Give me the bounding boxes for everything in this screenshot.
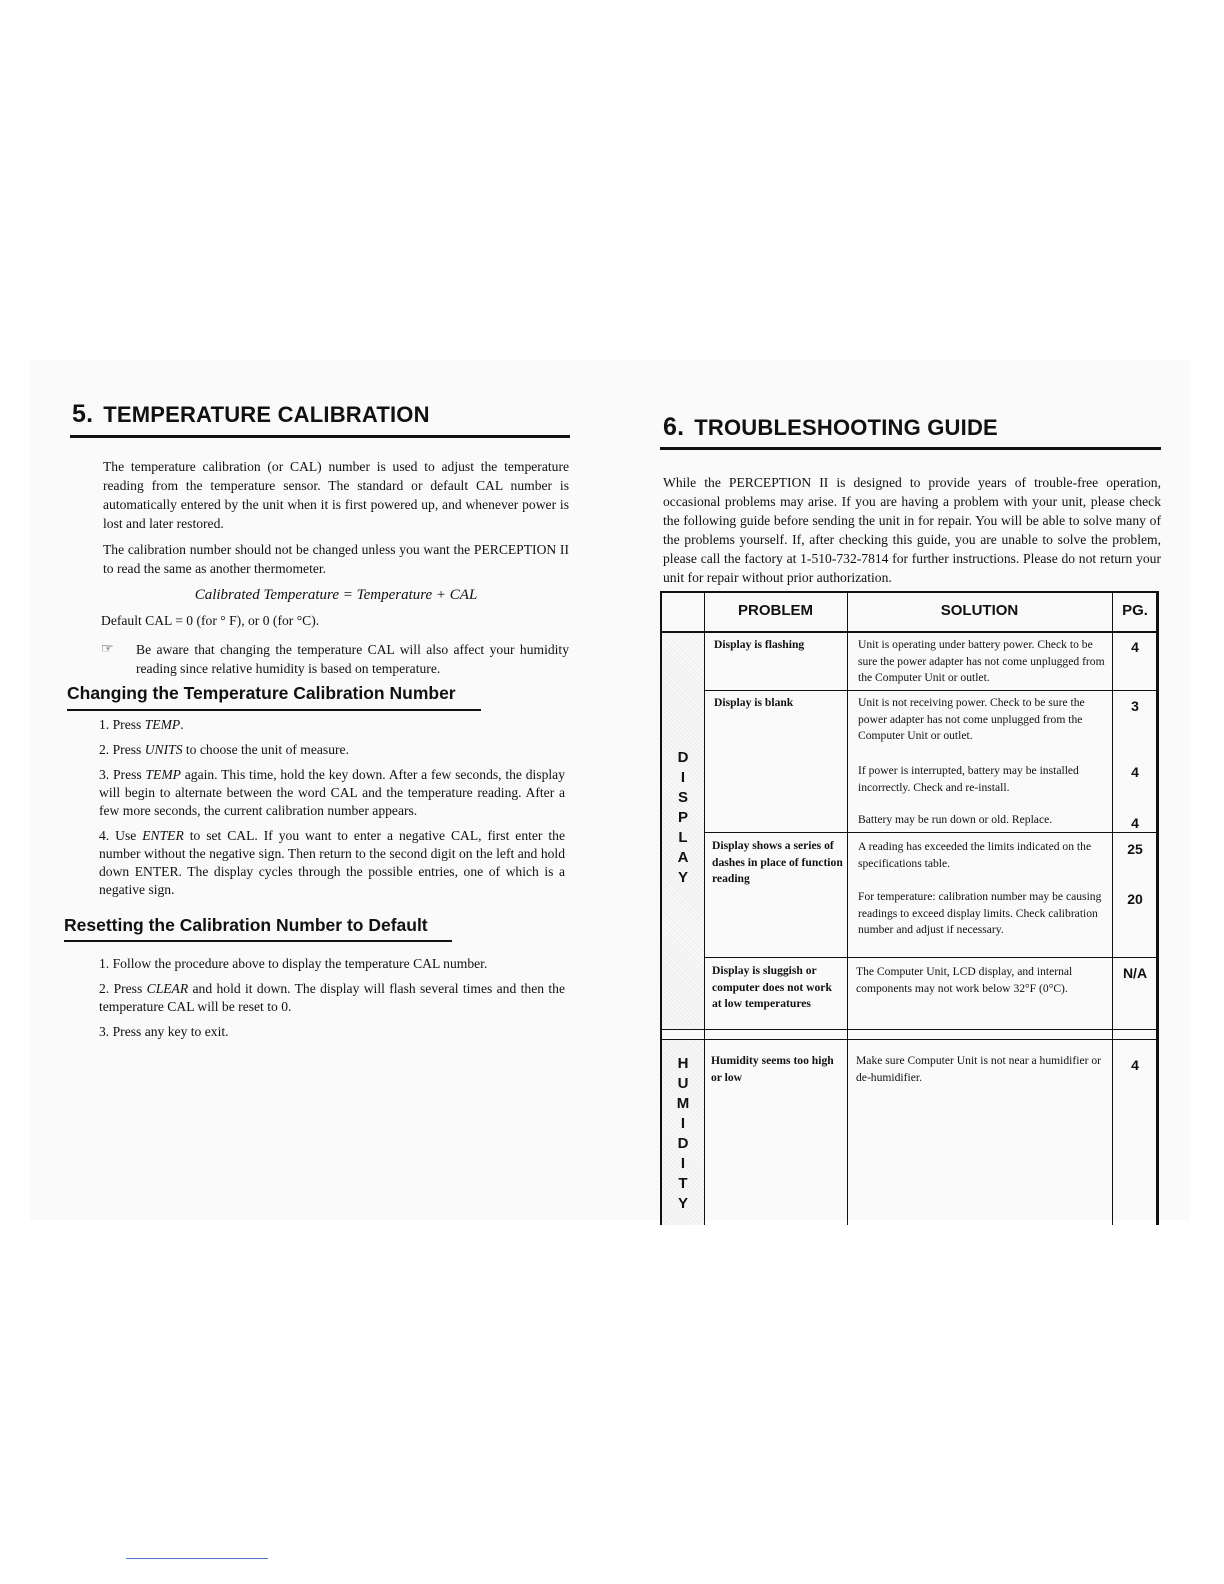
page-ref: 4 — [1131, 639, 1139, 655]
col-solution-divider — [1112, 591, 1113, 1225]
solution-header: SOLUTION — [940, 602, 1019, 619]
problem-header: PROBLEM — [738, 602, 813, 619]
page-ref: 4 — [1131, 1057, 1139, 1073]
group-divider — [660, 1039, 1159, 1040]
changing-calibration-rule — [67, 709, 481, 711]
solution-cell: A reading has exceeded the limits indicated on the specifications table. — [858, 840, 1092, 870]
solution-cell: Unit is not receiving power. Check to be sure the power adapter has not come unplugged from the Computer Unit or outlet. — [858, 696, 1085, 742]
step-item: 1. Follow the procedure above to display the temperature CAL number. — [99, 956, 488, 971]
problem-cell: Display is sluggish or computer does not work at low temperatures — [712, 964, 832, 1010]
section-6-number: 6. — [663, 413, 685, 441]
bottom-rule — [126, 1558, 268, 1559]
calibration-intro — [103, 457, 569, 678]
step-item: 4. Use ENTER to set CAL. If you want to enter a negative CAL, first enter the number without the negative sign. Then return to the second digit on the left and hold down ENTER. The display cycles through the possible entries, one of which is a negative sign. — [99, 828, 565, 897]
solution-cell: Unit is operating under battery power. Check to be sure the power adapter has not come unplugged from the Computer Unit or outlet. — [858, 638, 1105, 684]
resetting-calibration-heading: Resetting the Calibration Number to Default — [64, 915, 428, 935]
table-left-border — [660, 591, 662, 1225]
step-item: 3. Press any key to exit. — [99, 1024, 229, 1039]
col-label-divider — [704, 591, 705, 1225]
solution-cell: If power is interrupted, battery may be installed incorrectly. Check and re-install. — [858, 764, 1079, 794]
step-item: 2. Press CLEAR and hold it down. The display will flash several times and then the temperature CAL will be reset to 0. — [99, 981, 565, 1014]
row-divider — [704, 832, 1159, 833]
header-bottom-border — [660, 631, 1159, 633]
humidity-note-text: Be aware that changing the temperature CAL will also affect your humidity reading since relative humidity is based on temperature. — [136, 642, 569, 676]
section-6-title: TROUBLESHOOTING GUIDE — [694, 415, 998, 440]
section-5-title: TEMPERATURE CALIBRATION — [103, 402, 430, 427]
solution-cell: The Computer Unit, LCD display, and internal components may not work below 32°F (0°C). — [856, 965, 1073, 995]
key-name: CLEAR — [146, 981, 189, 996]
step-item: 3. Press TEMP again. This time, hold the key down. After a few seconds, the display will begin to alternate between the word CAL and the temperature reading. After a few more seconds, the current calibration number appears. — [99, 767, 565, 818]
page-ref: 4 — [1131, 815, 1139, 831]
col-problem-divider — [847, 591, 848, 1225]
key-name: TEMP — [145, 767, 181, 782]
changing-calibration-steps — [99, 716, 565, 906]
solution-cell: Make sure Computer Unit is not near a humidifier or de-humidifier. — [856, 1054, 1102, 1084]
page-ref: 25 — [1127, 841, 1143, 857]
row-divider — [704, 957, 1159, 958]
humidity-note — [103, 640, 569, 678]
problem-cell: Humidity seems too high or low — [711, 1054, 834, 1084]
problem-cell: Display shows a series of dashes in place of function reading — [712, 839, 843, 885]
resetting-calibration-rule — [64, 940, 452, 942]
page-ref: 4 — [1131, 764, 1139, 780]
intro-paragraph-1: The temperature calibration (or CAL) number is used to adjust the temperature reading from the temperature sensor. The standard or default CAL number is automatically entered by the unit when it is first powered up, and whenever power is lost and later restored. — [103, 459, 569, 531]
display-group-label: D I S P L A Y — [677, 749, 689, 886]
intro-paragraph-2: The calibration number should not be changed unless you want the PERCEPTION II to read the same as another thermometer. — [103, 542, 569, 576]
default-cal-line: Default CAL = 0 (for ° F), or 0 (for °C). — [101, 613, 320, 628]
changing-calibration-heading: Changing the Temperature Calibration Number — [67, 683, 456, 703]
calibration-formula: Calibrated Temperature = Temperature + CAL — [194, 587, 478, 603]
section-6-rule — [660, 447, 1161, 450]
group-divider — [660, 1029, 1159, 1030]
row-divider — [704, 690, 1159, 691]
page-ref: 20 — [1127, 891, 1143, 907]
humidity-group-label: H U M I D I T Y — [676, 1055, 690, 1212]
key-name: UNITS — [144, 742, 183, 757]
section-5-heading — [72, 400, 430, 429]
section-5-rule — [70, 435, 570, 438]
key-name: ENTER — [142, 828, 184, 843]
page-ref: 3 — [1131, 698, 1139, 714]
step-item: 1. Press TEMP. — [99, 717, 184, 732]
pointing-hand-icon: ☞ — [101, 642, 114, 657]
section-5-number: 5. — [72, 400, 94, 428]
key-name: TEMP — [144, 717, 181, 732]
table-right-border — [1156, 591, 1159, 1225]
page-ref: N/A — [1122, 965, 1148, 981]
solution-cell: Battery may be run down or old. Replace. — [858, 813, 1053, 826]
resetting-calibration-steps — [99, 955, 565, 1048]
step-item: 2. Press UNITS to choose the unit of measure. — [99, 742, 349, 757]
problem-cell: Display is flashing — [714, 638, 805, 651]
pg-header: PG. — [1122, 602, 1148, 619]
problem-cell: Display is blank — [714, 696, 794, 709]
troubleshooting-intro: While the PERCEPTION II is designed to provide years of trouble-free operation, occasional problems may arise. If you are having a problem with your unit, please check the following guide before sending the unit in for repair. You will be able to solve many of the problems yourself. If, after checking this guide, you are unable to solve the problem, please call the factory at 1-510-732-7814 for further instructions. Please do not return your unit for repair without prior authorization. — [663, 475, 1161, 585]
troubleshooting-table — [660, 591, 1159, 1225]
section-6-heading — [663, 413, 998, 442]
solution-cell: For temperature: calibration number may be causing readings to exceed display limits. Check calibration number and adjust if necessary. — [858, 890, 1102, 936]
